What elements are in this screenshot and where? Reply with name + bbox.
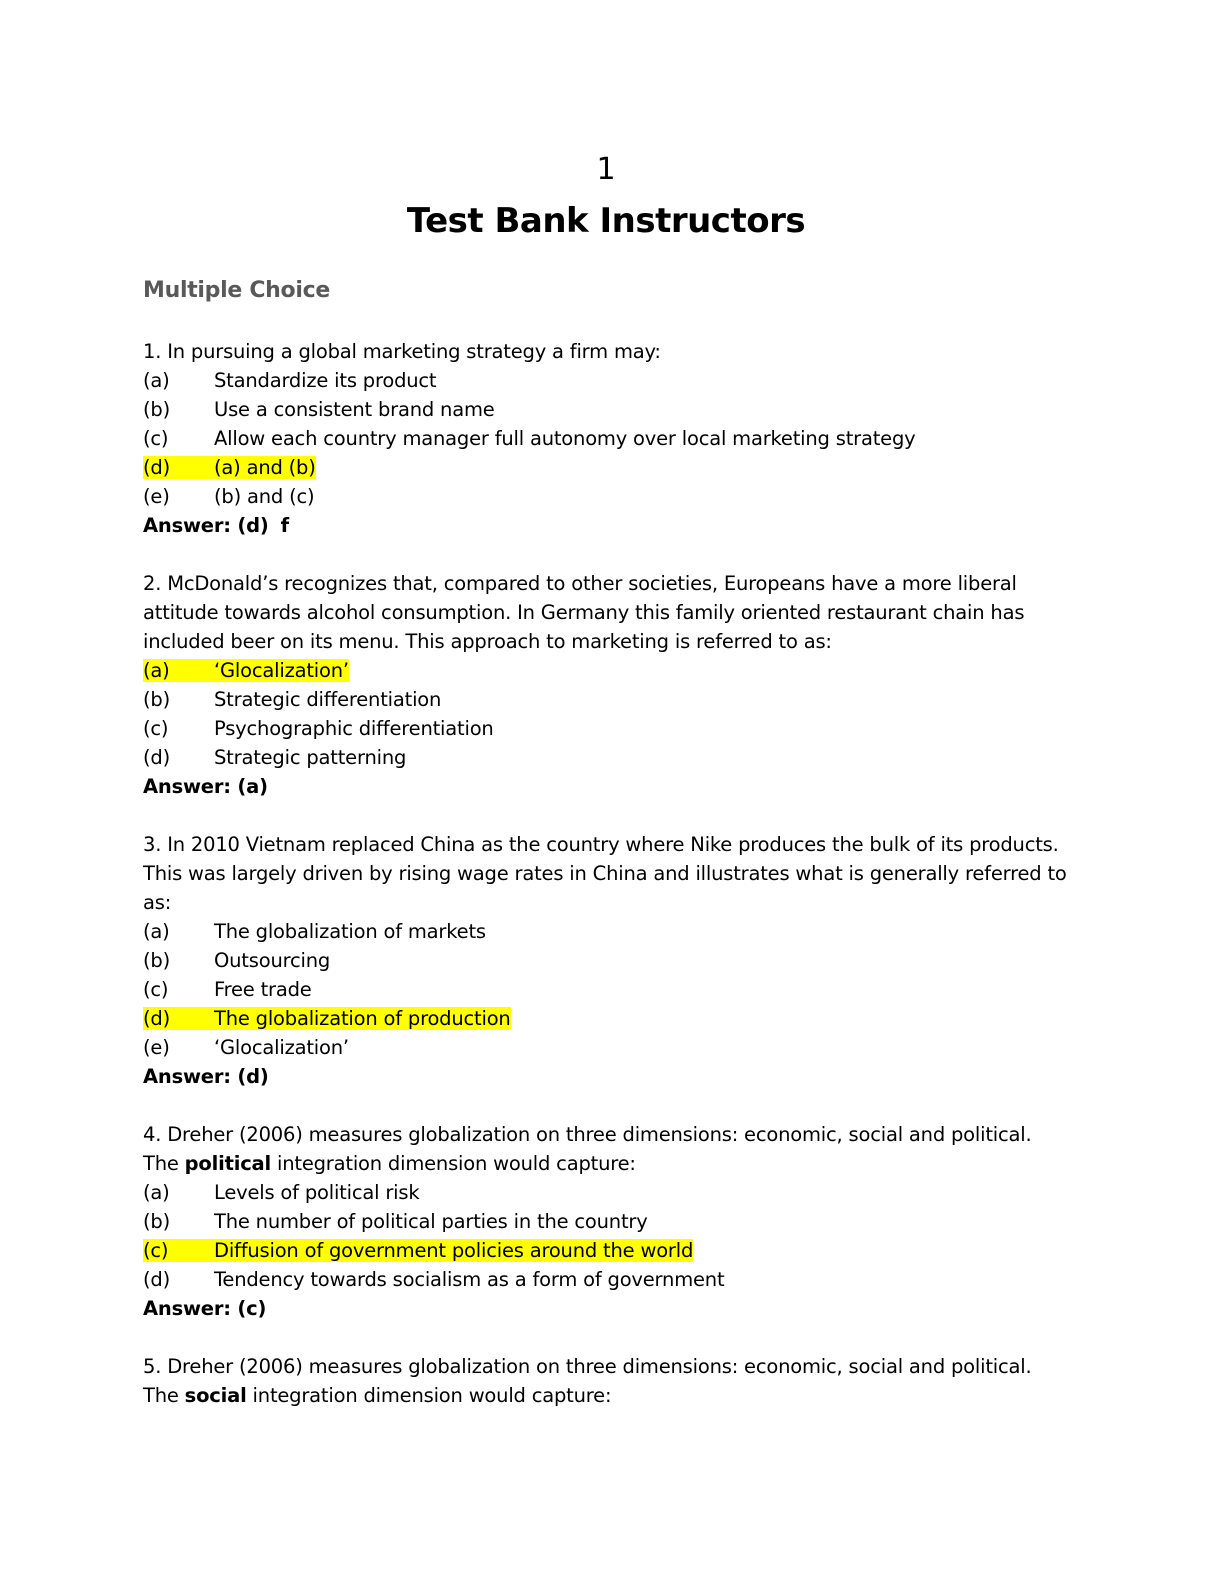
answer-option <box>143 366 1073 395</box>
question-5 <box>143 1352 1073 1410</box>
stem-text: integration dimension would capture: <box>246 1384 612 1407</box>
section-heading: Multiple Choice <box>143 278 330 303</box>
answer-option <box>143 1265 1073 1294</box>
answer-option <box>143 685 1073 714</box>
option-letter: (c) <box>143 978 169 1001</box>
answer-option <box>143 1207 1073 1236</box>
stem-text: integration dimension would capture: <box>271 1152 636 1175</box>
option-letter: (b) <box>143 688 170 711</box>
answer-option <box>143 917 1073 946</box>
option-letter: (d) <box>143 1268 170 1291</box>
question-4 <box>143 1120 1073 1323</box>
option-text: The number of political parties in the country <box>214 1210 648 1233</box>
answer-option-highlighted <box>143 1004 1073 1033</box>
option-text: Use a consistent brand name <box>214 398 495 421</box>
stem-text: The <box>143 1152 185 1175</box>
answer-key: Answer: (a) <box>143 775 268 798</box>
stem-emphasis: political <box>184 1152 272 1175</box>
question-stem: 2. McDonald’s recognizes that, compared to other societies, Europeans have a more liberal attitude towards alcohol consumption. In Germany this family oriented restaurant chain has included beer on its menu. This approach to marketing is referred to as: <box>143 572 1025 653</box>
answer-note: f <box>280 514 289 537</box>
question-stem-line <box>143 1149 1073 1178</box>
question-stem <box>143 1120 1073 1178</box>
question-list <box>143 337 1073 1439</box>
chapter-number: 1 <box>596 152 616 187</box>
option-text: ‘Glocalization’ <box>214 1036 349 1059</box>
document-title: Test Bank Instructors <box>406 201 806 241</box>
question-stem-line <box>143 1381 1073 1410</box>
question-3 <box>143 830 1073 1091</box>
question-1 <box>143 337 1073 540</box>
option-letter: (a) <box>143 1181 170 1204</box>
question-stem: 3. In 2010 Vietnam replaced China as the country where Nike produces the bulk of its products. This was largely driven by rising wage rates in China and illustrates what is generally referred to as: <box>143 833 1067 914</box>
answer-key <box>143 511 1073 540</box>
answer-option <box>143 482 1073 511</box>
option-text: (a) and (b) <box>214 456 316 479</box>
option-letter: (c) <box>143 1239 169 1262</box>
option-letter: (c) <box>143 717 169 740</box>
option-letter: (e) <box>143 1036 170 1059</box>
answer-option <box>143 946 1073 975</box>
answer-option-highlighted <box>143 656 1073 685</box>
option-text: Psychographic differentiation <box>214 717 494 740</box>
stem-emphasis: social <box>184 1384 247 1407</box>
answer-option <box>143 1178 1073 1207</box>
option-text: Diffusion of government policies around the world <box>214 1239 694 1262</box>
option-text: Standardize its product <box>214 369 437 392</box>
option-text: Allow each country manager full autonomy over local marketing strategy <box>214 427 916 450</box>
option-text: Outsourcing <box>214 949 331 972</box>
option-text: Strategic patterning <box>214 746 407 769</box>
stem-text: The <box>143 1384 185 1407</box>
option-letter: (b) <box>143 398 170 421</box>
option-letter: (b) <box>143 949 170 972</box>
answer-option <box>143 743 1073 772</box>
answer-option <box>143 714 1073 743</box>
option-letter: (d) <box>143 456 170 479</box>
answer-option-highlighted <box>143 453 1073 482</box>
option-text: Strategic differentiation <box>214 688 442 711</box>
answer-key: Answer: (d) <box>143 1065 269 1088</box>
option-text: ‘Glocalization’ <box>214 659 349 682</box>
question-2 <box>143 569 1073 801</box>
option-letter: (b) <box>143 1210 170 1233</box>
question-stem: 1. In pursuing a global marketing strategy a firm may: <box>143 340 661 363</box>
option-text: The globalization of markets <box>214 920 486 943</box>
option-letter: (a) <box>143 920 170 943</box>
question-stem <box>143 1352 1073 1410</box>
question-stem-line: 5. Dreher (2006) measures globalization on three dimensions: economic, social and political. <box>143 1355 1032 1378</box>
option-text: Free trade <box>214 978 312 1001</box>
option-text: Levels of political risk <box>214 1181 420 1204</box>
option-letter: (e) <box>143 485 170 508</box>
answer-option <box>143 395 1073 424</box>
option-text: (b) and (c) <box>214 485 315 508</box>
answer-option <box>143 424 1073 453</box>
option-letter: (a) <box>143 659 170 682</box>
option-letter: (a) <box>143 369 170 392</box>
option-text: Tendency towards socialism as a form of government <box>214 1268 725 1291</box>
answer-label: Answer: (d) <box>143 514 269 537</box>
option-letter: (d) <box>143 746 170 769</box>
answer-option <box>143 975 1073 1004</box>
answer-option <box>143 1033 1073 1062</box>
option-letter: (c) <box>143 427 169 450</box>
option-text: The globalization of production <box>214 1007 511 1030</box>
question-stem-line: 4. Dreher (2006) measures globalization on three dimensions: economic, social and political. <box>143 1123 1032 1146</box>
answer-option-highlighted <box>143 1236 1073 1265</box>
answer-key: Answer: (c) <box>143 1297 267 1320</box>
option-letter: (d) <box>143 1007 170 1030</box>
